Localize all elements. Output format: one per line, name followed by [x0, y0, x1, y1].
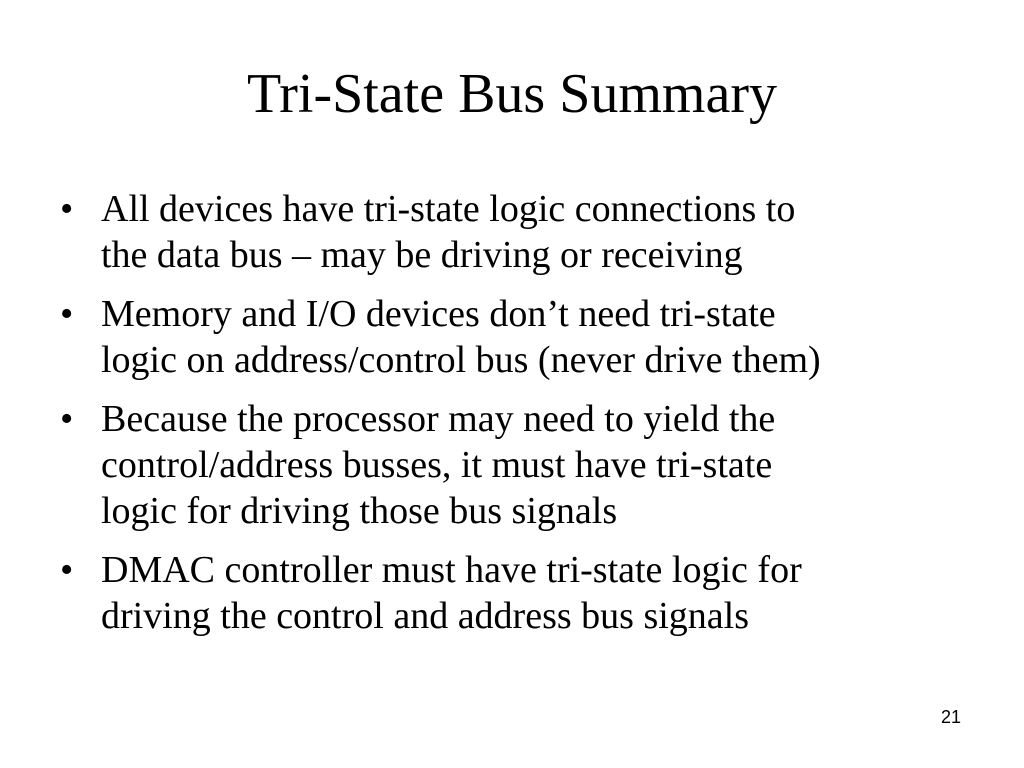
bullet-text-line: logic for driving those bus signals: [101, 490, 618, 532]
bullet-text-line: Memory and I/O devices don’t need tri-state: [101, 293, 776, 335]
bullet-text-line: the data bus – may be driving or receiving: [101, 234, 743, 276]
bullet-item: [0, 186, 981, 278]
bullet-item: [0, 396, 981, 534]
bullet-item: [0, 291, 981, 383]
bullet-marker: •: [60, 398, 74, 440]
slide-title: Tri-State Bus Summary: [247, 63, 777, 125]
bullet-marker: •: [60, 549, 74, 591]
page-number: 21: [940, 707, 961, 727]
bullet-text-line: logic on address/control bus (never drive them): [101, 339, 821, 381]
bullet-text-line: Because the processor may need to yield the: [101, 398, 776, 440]
bullet-text-line: driving the control and address bus signals: [101, 595, 750, 637]
bullet-text-line: DMAC controller must have tri-state logic for: [101, 549, 802, 591]
bullet-text-line: All devices have tri-state logic connections to: [101, 188, 796, 230]
bullet-marker: •: [60, 188, 74, 230]
bullet-list: [0, 186, 1024, 652]
bullet-marker: •: [60, 293, 74, 335]
bullet-item: [0, 547, 981, 639]
bullet-text-line: control/address busses, it must have tri-state: [101, 444, 773, 486]
